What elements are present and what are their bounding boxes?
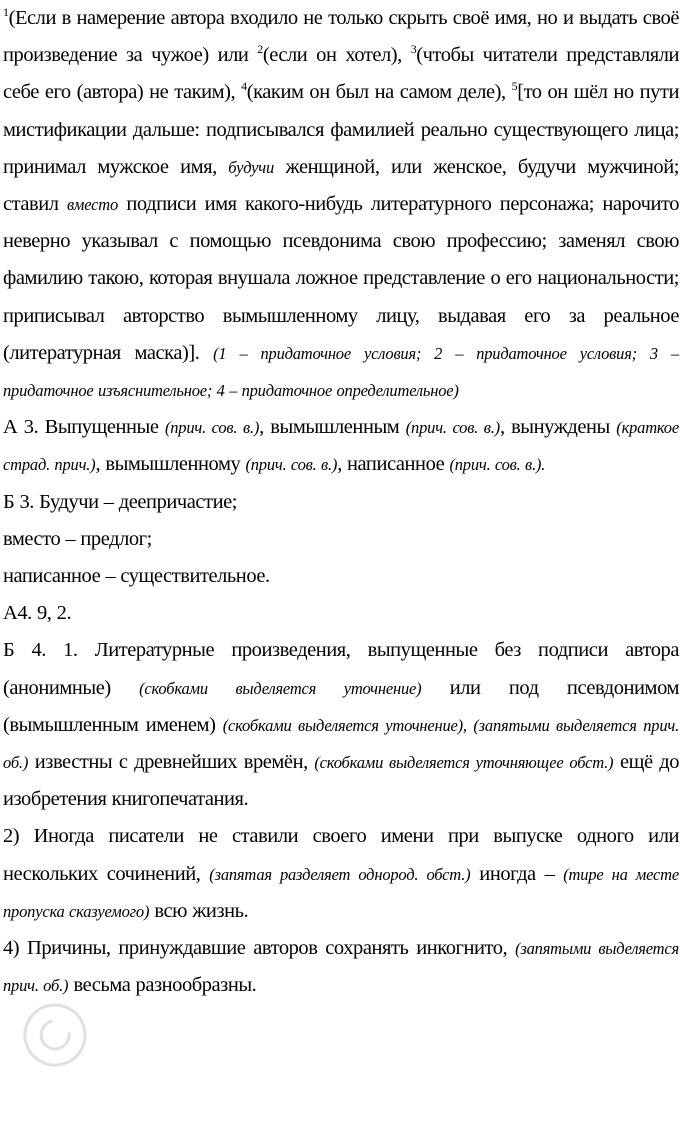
paragraph [3, 558, 679, 595]
paragraph [3, 632, 679, 818]
text-run: подписи имя какого-нибудь литературного персонажа; нарочито неверно указывал с помощью псевдонима свою профессию; заменял свою фамилию такою, которая внушала ложное представление о его национальности; приписывал авторство вымышленному лицу, выдавая его за реальное (литературная маска)]. [3, 193, 679, 364]
text-run: , вымышленным [259, 416, 406, 439]
text-run: А4. 9, 2. [3, 602, 72, 625]
annotation-italic: (прич. сов. в.). [449, 455, 546, 475]
text-run: вместо – предлог; [3, 527, 152, 550]
text-run: (каким он был на самом деле), [246, 81, 512, 104]
text-run: (если он хотел), [262, 44, 411, 67]
text-run: всю жизнь. [149, 899, 249, 922]
footnote-marker: 2 [257, 42, 263, 57]
text-run: , написанное [337, 453, 450, 476]
footnote-marker: 1 [3, 5, 9, 19]
text-run: , вынуждены [499, 416, 617, 439]
document-body [3, 0, 679, 1004]
annotation-italic: (прич. сов. в.) [164, 418, 260, 438]
text-run: или под псевдонимом (вымышленным именем) [3, 676, 679, 736]
annotation-italic: (тире на месте пропуска сказуемого) [3, 864, 679, 921]
paragraph [3, 0, 679, 409]
paragraph [3, 930, 679, 1004]
footnote-marker: 5 [511, 79, 518, 94]
text-run: написанное – существительное. [3, 565, 270, 588]
footnote-marker: 4 [241, 79, 247, 94]
annotation-italic: (прич. сов. в.) [405, 418, 500, 438]
annotation-italic: (краткое страд. прич.) [3, 418, 679, 475]
annotation-italic: (скобками выделяется уточнение), (запятыми выделяется прич. об.) [3, 715, 679, 773]
paragraph [3, 595, 679, 632]
annotation-italic: (прич. сов. в.) [245, 455, 338, 475]
text-run: 2) Иногда писатели не ставили своего имени при выпуске одного или нескольких сочинений, [3, 825, 679, 885]
paragraph [3, 818, 679, 930]
text-run: [то он шёл но пути мистификации дальше: подписывался фамилией реально существующего лица; принимал мужское имя, [3, 81, 679, 178]
paragraph [3, 521, 679, 558]
annotation-italic: будучи [228, 157, 275, 177]
text-run: , вымышленному [95, 453, 246, 476]
text-run: женщиной, или женское, будучи мужчиной; ставил [3, 155, 679, 216]
text-run: Б 3. Будучи – деепричастие; [3, 490, 237, 513]
text-run: известны с древнейших времён, [28, 751, 315, 774]
text-run: (Если в намерение автора входило не только скрыть своё имя, но и выдать своё произведение за чужое) или [3, 7, 679, 67]
text-run: иногда – [470, 862, 564, 885]
annotation-italic: (1 – придаточное условия; 2 – придаточное условия; 3 – придаточное изъяснительное; 4 – придаточное определительное) [3, 343, 679, 401]
annotation-italic: (скобками выделяется уточняющее обст.) [314, 753, 614, 773]
text-run: 4) Причины, принуждавшие авторов сохранять инкогнито, [3, 937, 516, 960]
paragraph [3, 409, 679, 483]
annotation-italic: (запятая разделяет однород. обст.) [209, 864, 471, 884]
annotation-italic: (скобками выделяется уточнение) [139, 678, 422, 698]
annotation-italic: (запятыми выделяется прич. об.) [3, 939, 679, 996]
text-run: ещё до изобретения книгопечатания. [3, 751, 680, 811]
text-run: весьма разнообразны. [68, 974, 257, 997]
annotation-italic: вместо [66, 195, 119, 215]
footnote-marker: 3 [410, 42, 417, 57]
text-run: (чтобы читатели представляли себе его (автора) не таким), [3, 44, 679, 104]
text-run: А 3. Выпущенные [3, 416, 165, 439]
text-run: Б 4. 1. Литературные произведения, выпущенные без подписи автора (анонимные) [3, 639, 679, 699]
paragraph [3, 484, 679, 521]
